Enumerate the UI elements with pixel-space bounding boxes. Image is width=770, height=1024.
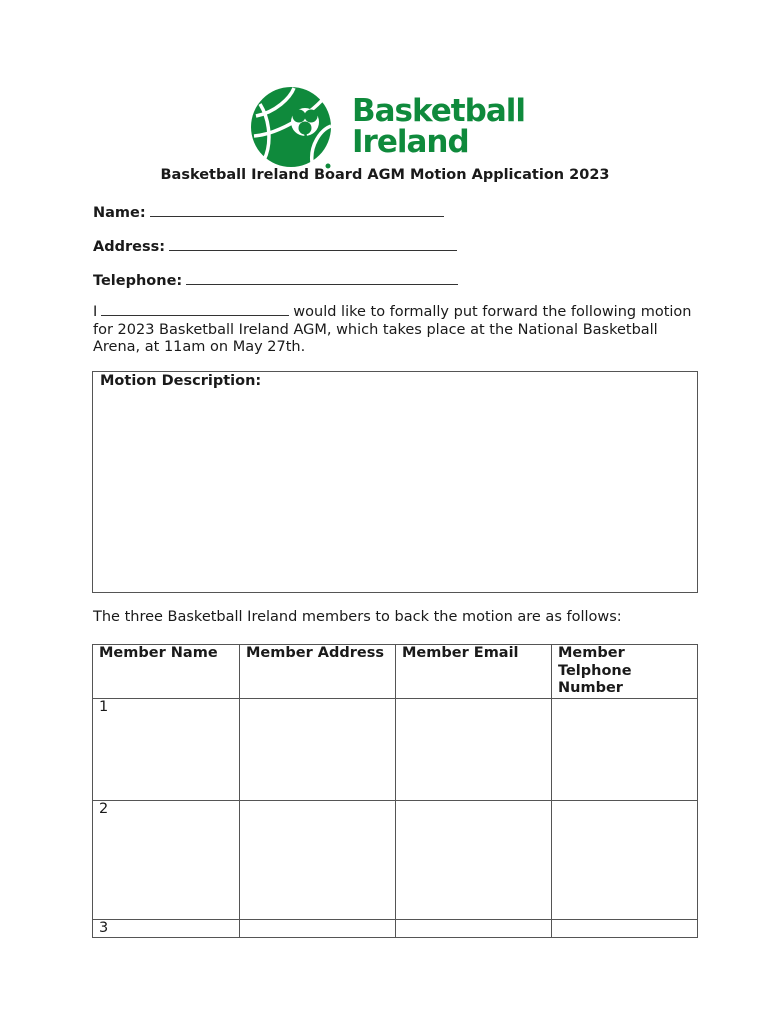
statement-paragraph xyxy=(93,303,693,357)
name-input-line[interactable] xyxy=(150,201,444,217)
member-telephone-cell[interactable] xyxy=(552,698,698,800)
motion-description-label: Motion Description: xyxy=(100,373,262,389)
address-label: Address: xyxy=(93,239,166,255)
statement-text: would like to formally put forward the following motion for 2023 Basketball Ireland AGM, which takes place at the National Basketball Arena, at 11am on May 27th. xyxy=(93,304,692,355)
header-member-name: Member Name xyxy=(93,645,240,699)
motion-description-box[interactable] xyxy=(92,371,698,593)
member-email-cell[interactable] xyxy=(396,919,552,938)
header-member-telephone: Member Telphone Number xyxy=(552,645,698,699)
statement-prefix: I xyxy=(93,304,98,320)
header-member-email: Member Email xyxy=(396,645,552,699)
basketball-shamrock-icon xyxy=(250,86,334,170)
member-email-cell[interactable] xyxy=(396,698,552,800)
address-field xyxy=(93,235,457,255)
logo-line-1: Basketball xyxy=(352,93,525,129)
member-address-cell[interactable] xyxy=(240,800,396,919)
address-input-line[interactable] xyxy=(169,235,457,251)
telephone-field xyxy=(93,269,458,289)
page-title: Basketball Ireland Board AGM Motion Application 2023 xyxy=(160,167,610,183)
member-address-cell[interactable] xyxy=(240,698,396,800)
basketball-ireland-logo xyxy=(250,86,530,170)
telephone-label: Telephone: xyxy=(93,273,183,289)
name-label: Name: xyxy=(93,205,146,221)
header-member-address: Member Address xyxy=(240,645,396,699)
logo-wordmark xyxy=(352,93,525,160)
table-row xyxy=(93,919,698,938)
logo-line-2: Ireland xyxy=(352,124,469,160)
members-table xyxy=(92,644,698,938)
member-telephone-cell[interactable] xyxy=(552,919,698,938)
row-number: 2 xyxy=(93,800,240,919)
member-telephone-cell[interactable] xyxy=(552,800,698,919)
name-field xyxy=(93,201,444,221)
table-row xyxy=(93,698,698,800)
row-number: 3 xyxy=(93,919,240,938)
members-intro: The three Basketball Ireland members to back the motion are as follows: xyxy=(93,609,622,625)
table-row xyxy=(93,800,698,919)
row-number: 1 xyxy=(93,698,240,800)
member-email-cell[interactable] xyxy=(396,800,552,919)
member-address-cell[interactable] xyxy=(240,919,396,938)
applicant-name-line[interactable] xyxy=(101,303,289,316)
telephone-input-line[interactable] xyxy=(186,269,458,285)
table-header-row xyxy=(93,645,698,699)
